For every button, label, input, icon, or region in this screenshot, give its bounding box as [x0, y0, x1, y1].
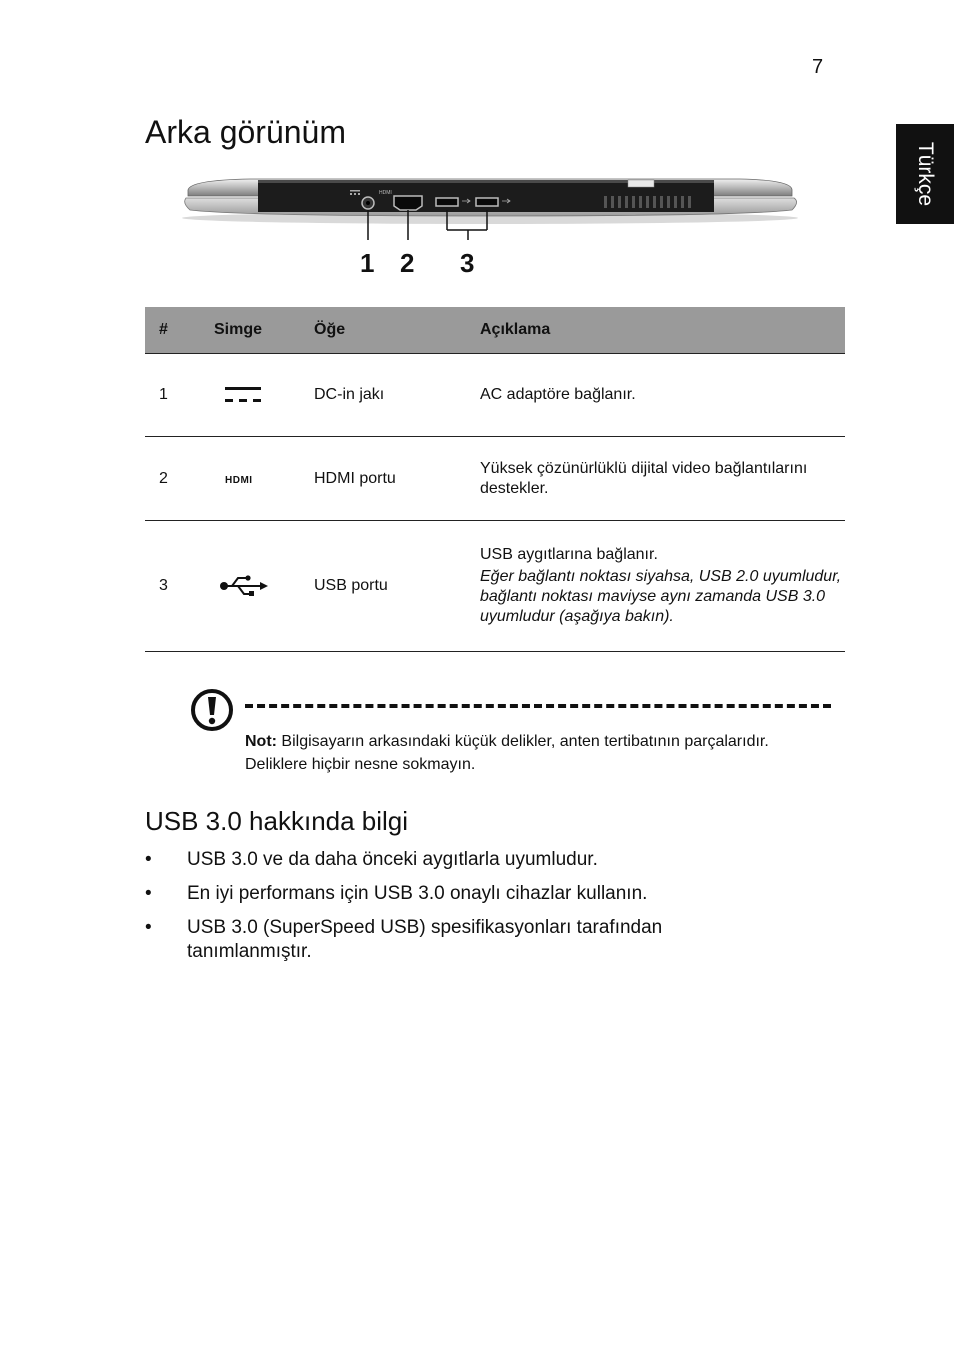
- exclamation-circle-icon: [190, 688, 234, 732]
- page-number: 7: [812, 56, 824, 78]
- hdmi-port-label: HDMI: [379, 190, 392, 196]
- callout-1: 1: [360, 248, 375, 278]
- bullet-symbol: •: [145, 883, 152, 904]
- table-header-row: [145, 307, 845, 354]
- usb-icon: [218, 573, 270, 599]
- header-icon: Simge: [214, 307, 314, 354]
- row-number: 2: [145, 437, 214, 521]
- table-row: [145, 521, 845, 652]
- dc-in-icon: [224, 384, 262, 406]
- language-tab-label: Türkçe: [914, 141, 937, 207]
- table-row: [145, 354, 845, 437]
- row-item: USB portu: [314, 521, 480, 652]
- note: [245, 730, 805, 776]
- row-description: USB aygıtlarına bağlanır.: [480, 546, 658, 563]
- language-tab: [896, 124, 954, 224]
- row-description-note: Eğer bağlantı noktası siyahsa, USB 2.0 uyumludur, bağlantı noktası maviyse aynı zamanda USB 3.0 uyumludur (aşağıya bakın).: [480, 568, 842, 625]
- callout-3: 3: [460, 248, 475, 278]
- row-item: HDMI portu: [314, 437, 480, 521]
- row-description: AC adaptöre bağlanır.: [480, 354, 845, 437]
- bullet-symbol: •: [145, 917, 152, 938]
- hdmi-icon-text: HDMI: [225, 474, 253, 486]
- usb-section-title: USB 3.0 hakkında bilgi: [145, 806, 409, 836]
- list-item-text: En iyi performans için USB 3.0 onaylı cihazlar kullanın.: [187, 883, 648, 904]
- ports-table: [145, 307, 845, 652]
- row-number: 1: [145, 354, 214, 437]
- bullet-symbol: •: [145, 849, 152, 870]
- header-number: #: [145, 307, 214, 354]
- page-title: Arka görünüm: [145, 114, 346, 150]
- laptop-rear-view-image: [180, 170, 810, 285]
- note-label: Not:: [245, 733, 277, 750]
- list-item: [145, 882, 785, 906]
- list-item: [145, 916, 785, 964]
- usb-info-list: [145, 848, 785, 974]
- callout-2: 2: [400, 248, 415, 278]
- list-item-text: USB 3.0 ve da daha önceki aygıtlarla uyumludur.: [187, 849, 598, 870]
- list-item: [145, 848, 785, 872]
- table-row: [145, 437, 845, 521]
- note-text: Bilgisayarın arkasındaki küçük delikler, anten tertibatının parçalarıdır. Deliklere hiçbir nesne sokmayın.: [245, 733, 769, 773]
- row-item: DC-in jakı: [314, 354, 480, 437]
- list-item-text: USB 3.0 (SuperSpeed USB) spesifikasyonları tarafından tanımlanmıştır.: [187, 917, 663, 962]
- header-item: Öğe: [314, 307, 480, 354]
- header-description: Açıklama: [480, 307, 845, 354]
- row-description: Yüksek çözünürlüklü dijital video bağlantılarını destekler.: [480, 437, 845, 521]
- note-divider: [245, 704, 831, 708]
- row-number: 3: [145, 521, 214, 652]
- hdmi-icon: [224, 472, 266, 486]
